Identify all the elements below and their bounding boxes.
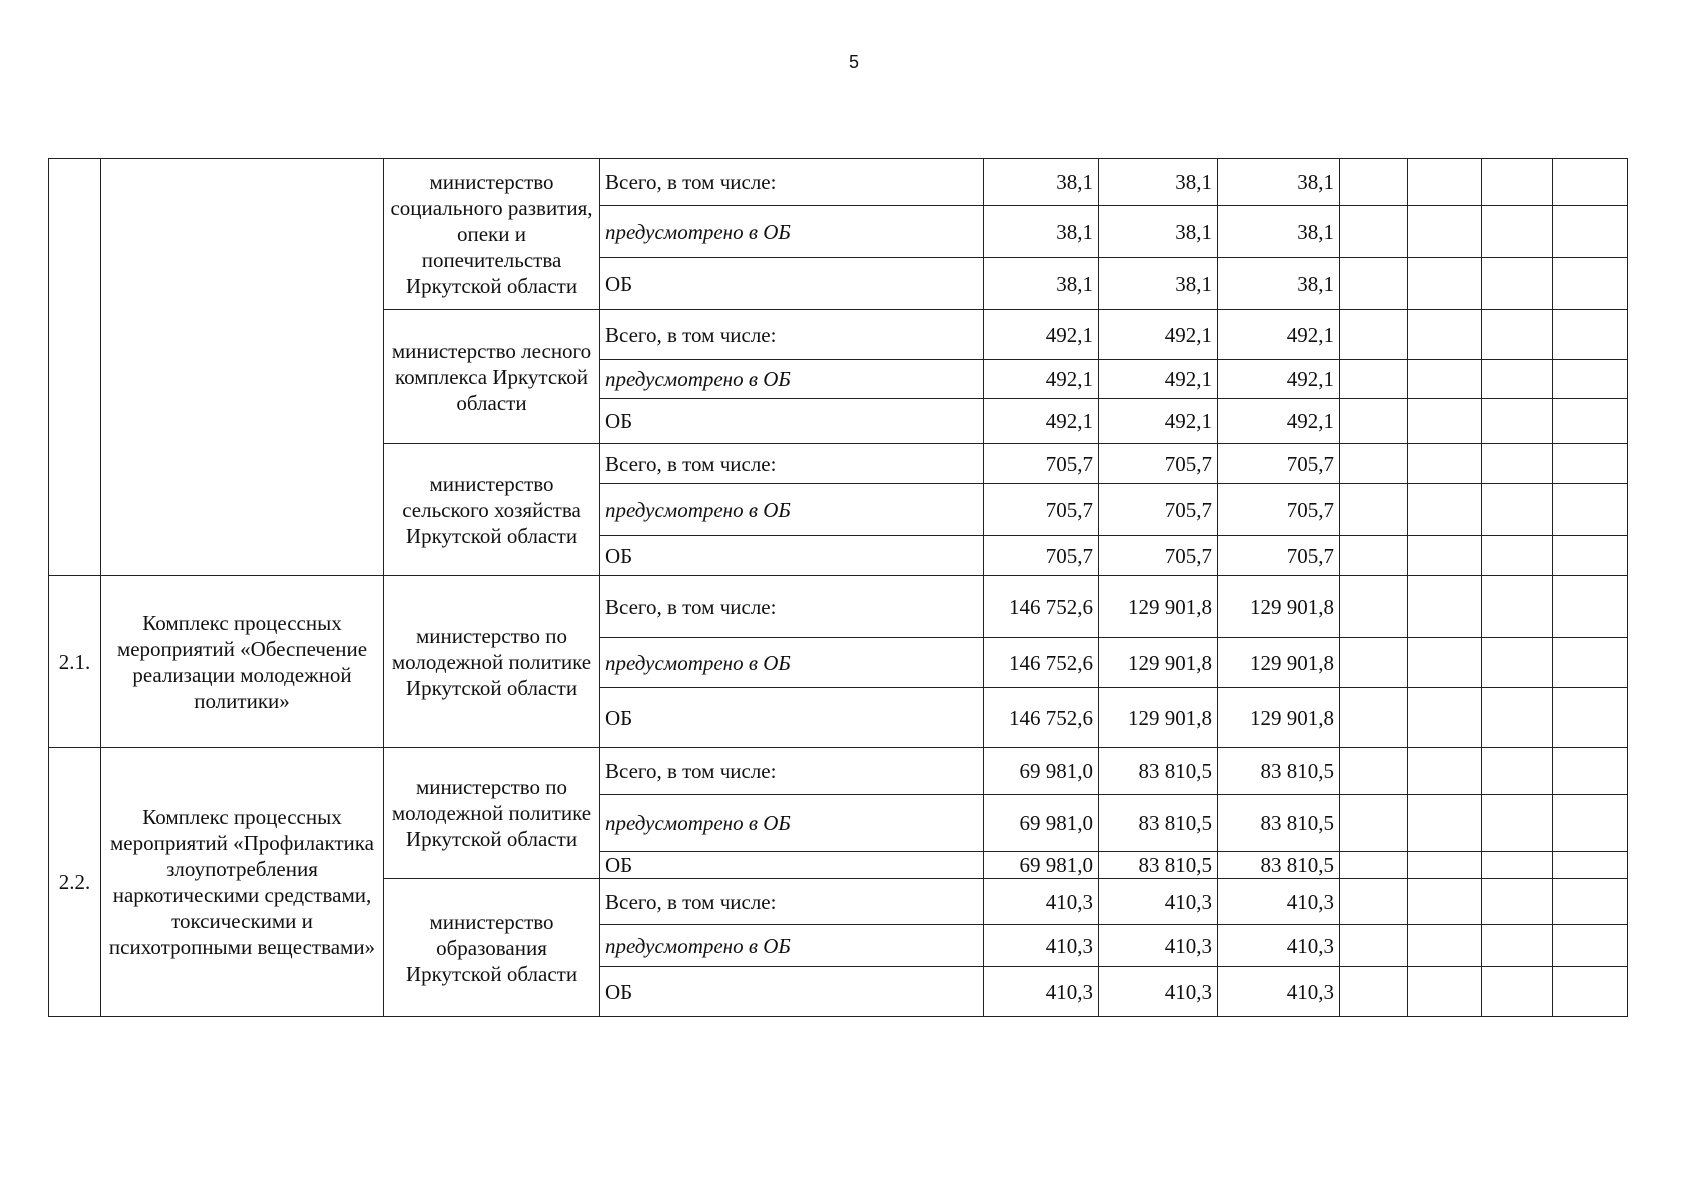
empty-cell bbox=[1553, 879, 1628, 925]
amount-cell: 129 901,8 bbox=[1099, 638, 1218, 688]
amount-cell: 38,1 bbox=[1218, 159, 1340, 206]
executor-cell: министерство социального развития, опеки и попечительства Иркутской области bbox=[384, 159, 600, 310]
amount-cell: 83 810,5 bbox=[1218, 795, 1340, 852]
funding-source-cell: Всего, в том числе: bbox=[600, 310, 984, 360]
amount-cell: 83 810,5 bbox=[1099, 852, 1218, 879]
amount-cell: 146 752,6 bbox=[984, 688, 1099, 748]
empty-cell bbox=[1482, 360, 1553, 399]
empty-cell bbox=[1553, 967, 1628, 1017]
empty-cell bbox=[1553, 748, 1628, 795]
funding-source-cell: предусмотрено в ОБ bbox=[600, 638, 984, 688]
empty-cell bbox=[1482, 748, 1553, 795]
funding-source-cell: Всего, в том числе: bbox=[600, 576, 984, 638]
empty-cell bbox=[1340, 638, 1408, 688]
funding-source-cell: предусмотрено в ОБ bbox=[600, 484, 984, 536]
funding-source-cell: Всего, в том числе: bbox=[600, 444, 984, 484]
empty-cell bbox=[1553, 484, 1628, 536]
amount-cell: 129 901,8 bbox=[1218, 638, 1340, 688]
empty-cell bbox=[1553, 925, 1628, 967]
empty-cell bbox=[1482, 688, 1553, 748]
empty-cell bbox=[1340, 310, 1408, 360]
empty-cell bbox=[1408, 748, 1482, 795]
empty-cell bbox=[1340, 967, 1408, 1017]
amount-cell: 492,1 bbox=[1218, 310, 1340, 360]
amount-cell: 146 752,6 bbox=[984, 576, 1099, 638]
table-row bbox=[49, 159, 1628, 206]
amount-cell: 69 981,0 bbox=[984, 748, 1099, 795]
amount-cell: 38,1 bbox=[1218, 206, 1340, 258]
amount-cell: 38,1 bbox=[984, 258, 1099, 310]
empty-cell bbox=[1340, 852, 1408, 879]
empty-cell bbox=[1553, 536, 1628, 576]
amount-cell: 69 981,0 bbox=[984, 795, 1099, 852]
funding-source-cell: ОБ bbox=[600, 852, 984, 879]
empty-cell bbox=[1553, 310, 1628, 360]
empty-cell bbox=[1553, 206, 1628, 258]
empty-cell bbox=[1408, 484, 1482, 536]
amount-cell: 705,7 bbox=[984, 536, 1099, 576]
amount-cell: 129 901,8 bbox=[1218, 576, 1340, 638]
empty-cell bbox=[1553, 159, 1628, 206]
empty-cell bbox=[1553, 399, 1628, 444]
empty-cell bbox=[1553, 795, 1628, 852]
empty-cell bbox=[1553, 852, 1628, 879]
empty-cell bbox=[1553, 576, 1628, 638]
empty-cell bbox=[1553, 360, 1628, 399]
amount-cell: 410,3 bbox=[984, 925, 1099, 967]
amount-cell: 492,1 bbox=[984, 360, 1099, 399]
amount-cell: 705,7 bbox=[1218, 444, 1340, 484]
amount-cell: 492,1 bbox=[1218, 360, 1340, 399]
empty-cell bbox=[1408, 638, 1482, 688]
empty-cell bbox=[1482, 879, 1553, 925]
empty-cell bbox=[1340, 360, 1408, 399]
amount-cell: 705,7 bbox=[1099, 484, 1218, 536]
empty-cell bbox=[1482, 925, 1553, 967]
amount-cell: 146 752,6 bbox=[984, 638, 1099, 688]
funding-source-cell: ОБ bbox=[600, 536, 984, 576]
empty-cell bbox=[1482, 967, 1553, 1017]
amount-cell: 410,3 bbox=[1099, 967, 1218, 1017]
amount-cell: 129 901,8 bbox=[1099, 576, 1218, 638]
empty-cell bbox=[1408, 206, 1482, 258]
empty-cell bbox=[1482, 852, 1553, 879]
amount-cell: 38,1 bbox=[1099, 206, 1218, 258]
empty-cell bbox=[1340, 206, 1408, 258]
empty-cell bbox=[1340, 925, 1408, 967]
funding-source-cell: предусмотрено в ОБ bbox=[600, 925, 984, 967]
amount-cell: 83 810,5 bbox=[1099, 795, 1218, 852]
empty-cell bbox=[1340, 576, 1408, 638]
empty-cell bbox=[1340, 536, 1408, 576]
empty-cell bbox=[1340, 399, 1408, 444]
row-number-cell bbox=[49, 159, 101, 576]
empty-cell bbox=[1482, 310, 1553, 360]
empty-cell bbox=[1482, 795, 1553, 852]
amount-cell: 705,7 bbox=[984, 484, 1099, 536]
empty-cell bbox=[1408, 399, 1482, 444]
empty-cell bbox=[1340, 748, 1408, 795]
funding-source-cell: предусмотрено в ОБ bbox=[600, 206, 984, 258]
executor-cell: министерство лесного комплекса Иркутской области bbox=[384, 310, 600, 444]
amount-cell: 38,1 bbox=[984, 206, 1099, 258]
empty-cell bbox=[1408, 258, 1482, 310]
amount-cell: 410,3 bbox=[984, 879, 1099, 925]
funding-source-cell: ОБ bbox=[600, 258, 984, 310]
amount-cell: 410,3 bbox=[1099, 925, 1218, 967]
empty-cell bbox=[1553, 444, 1628, 484]
amount-cell: 492,1 bbox=[1099, 310, 1218, 360]
empty-cell bbox=[1408, 360, 1482, 399]
funding-source-cell: ОБ bbox=[600, 967, 984, 1017]
empty-cell bbox=[1408, 967, 1482, 1017]
amount-cell: 38,1 bbox=[1099, 159, 1218, 206]
activity-name-cell: Комплекс процессных мероприятий «Обеспечение реализации молодежной политики» bbox=[101, 576, 384, 748]
empty-cell bbox=[1482, 206, 1553, 258]
empty-cell bbox=[1408, 310, 1482, 360]
row-number-cell: 2.2. bbox=[49, 748, 101, 1017]
amount-cell: 38,1 bbox=[1218, 258, 1340, 310]
amount-cell: 492,1 bbox=[1218, 399, 1340, 444]
amount-cell: 705,7 bbox=[1099, 536, 1218, 576]
empty-cell bbox=[1340, 484, 1408, 536]
empty-cell bbox=[1340, 159, 1408, 206]
empty-cell bbox=[1408, 159, 1482, 206]
amount-cell: 129 901,8 bbox=[1218, 688, 1340, 748]
amount-cell: 705,7 bbox=[1218, 484, 1340, 536]
funding-source-cell: ОБ bbox=[600, 688, 984, 748]
empty-cell bbox=[1553, 688, 1628, 748]
empty-cell bbox=[1553, 638, 1628, 688]
empty-cell bbox=[1408, 852, 1482, 879]
executor-cell: министерство по молодежной политике Иркутской области bbox=[384, 748, 600, 879]
empty-cell bbox=[1340, 688, 1408, 748]
empty-cell bbox=[1482, 576, 1553, 638]
amount-cell: 38,1 bbox=[1099, 258, 1218, 310]
amount-cell: 705,7 bbox=[1218, 536, 1340, 576]
executor-cell: министерство сельского хозяйства Иркутской области bbox=[384, 444, 600, 576]
empty-cell bbox=[1408, 576, 1482, 638]
amount-cell: 83 810,5 bbox=[1218, 852, 1340, 879]
amount-cell: 410,3 bbox=[1099, 879, 1218, 925]
funding-source-cell: ОБ bbox=[600, 399, 984, 444]
empty-cell bbox=[1408, 925, 1482, 967]
empty-cell bbox=[1482, 444, 1553, 484]
empty-cell bbox=[1340, 795, 1408, 852]
row-number-cell: 2.1. bbox=[49, 576, 101, 748]
budget-table bbox=[48, 158, 1628, 1017]
empty-cell bbox=[1408, 444, 1482, 484]
table-row bbox=[49, 748, 1628, 795]
empty-cell bbox=[1340, 879, 1408, 925]
executor-cell: министерство образования Иркутской области bbox=[384, 879, 600, 1017]
amount-cell: 410,3 bbox=[1218, 925, 1340, 967]
funding-source-cell: предусмотрено в ОБ bbox=[600, 795, 984, 852]
empty-cell bbox=[1408, 879, 1482, 925]
page-number: 5 bbox=[848, 52, 859, 72]
amount-cell: 705,7 bbox=[1099, 444, 1218, 484]
amount-cell: 492,1 bbox=[984, 310, 1099, 360]
amount-cell: 492,1 bbox=[984, 399, 1099, 444]
empty-cell bbox=[1553, 258, 1628, 310]
table-row bbox=[49, 576, 1628, 638]
amount-cell: 69 981,0 bbox=[984, 852, 1099, 879]
funding-source-cell: Всего, в том числе: bbox=[600, 879, 984, 925]
amount-cell: 83 810,5 bbox=[1218, 748, 1340, 795]
amount-cell: 129 901,8 bbox=[1099, 688, 1218, 748]
executor-cell: министерство по молодежной политике Иркутской области bbox=[384, 576, 600, 748]
amount-cell: 492,1 bbox=[1099, 360, 1218, 399]
empty-cell bbox=[1408, 795, 1482, 852]
funding-source-cell: Всего, в том числе: bbox=[600, 159, 984, 206]
amount-cell: 410,3 bbox=[1218, 879, 1340, 925]
amount-cell: 83 810,5 bbox=[1099, 748, 1218, 795]
amount-cell: 410,3 bbox=[984, 967, 1099, 1017]
activity-name-cell bbox=[101, 159, 384, 576]
empty-cell bbox=[1482, 258, 1553, 310]
empty-cell bbox=[1482, 536, 1553, 576]
amount-cell: 410,3 bbox=[1218, 967, 1340, 1017]
amount-cell: 705,7 bbox=[984, 444, 1099, 484]
empty-cell bbox=[1482, 159, 1553, 206]
funding-source-cell: предусмотрено в ОБ bbox=[600, 360, 984, 399]
empty-cell bbox=[1340, 258, 1408, 310]
empty-cell bbox=[1408, 688, 1482, 748]
funding-source-cell: Всего, в том числе: bbox=[600, 748, 984, 795]
empty-cell bbox=[1482, 484, 1553, 536]
amount-cell: 492,1 bbox=[1099, 399, 1218, 444]
empty-cell bbox=[1482, 399, 1553, 444]
activity-name-cell: Комплекс процессных мероприятий «Профилактика злоупотребления наркотическими средствами, токсическими и психотропными веществами» bbox=[101, 748, 384, 1017]
amount-cell: 38,1 bbox=[984, 159, 1099, 206]
empty-cell bbox=[1340, 444, 1408, 484]
empty-cell bbox=[1408, 536, 1482, 576]
empty-cell bbox=[1482, 638, 1553, 688]
